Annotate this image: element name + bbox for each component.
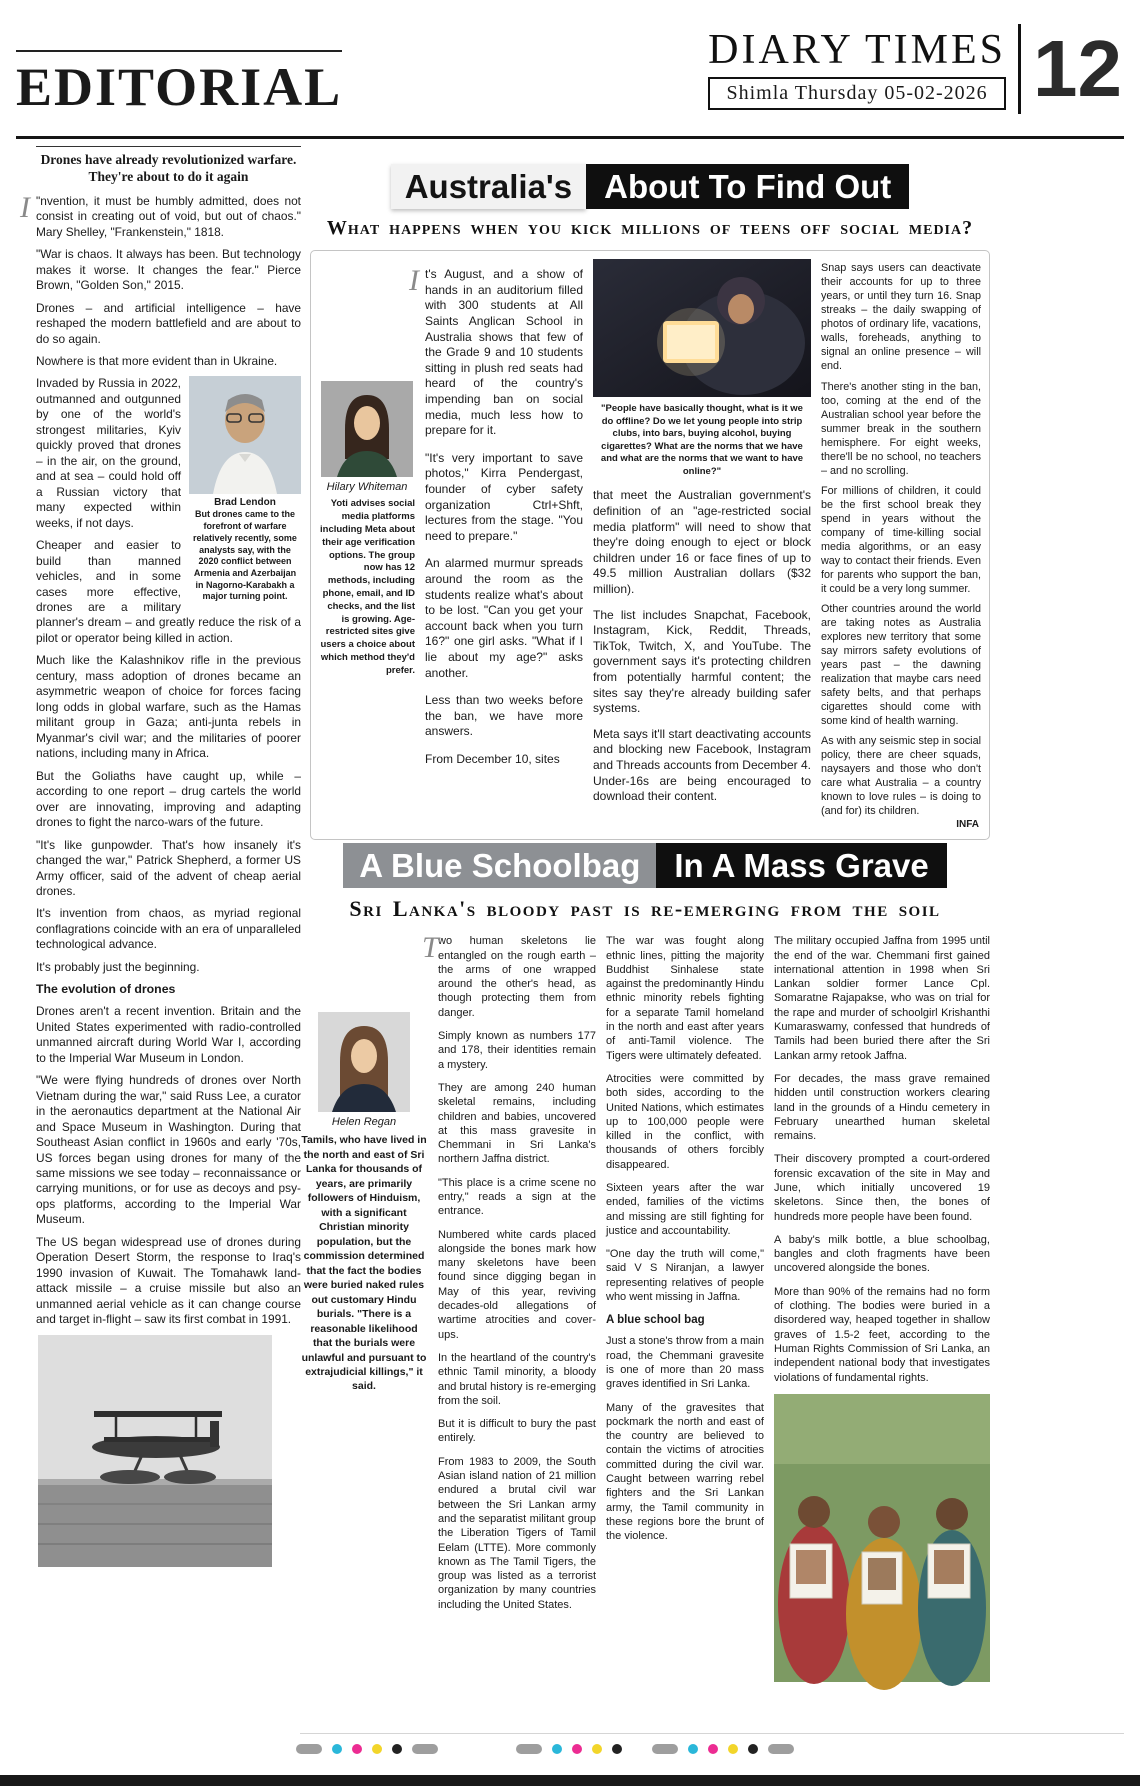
paragraph: The list includes Snapchat, Facebook, Instagram, Kick, Reddit, Threads, TikTok, Twitch, X, and YouTube. The government says it's protecting children from potentially harmful content; the sites say they're already building safer systems.: [593, 607, 811, 716]
registration-dot-magenta: [708, 1744, 718, 1754]
drop-cap: I: [409, 264, 419, 298]
paragraph: "It's like gunpowder. That's how insanely it's changed the war," Patrick Shepherd, a former US Army officer, said of the advent of cheap aerial drones.: [36, 837, 301, 898]
photo-caption: But drones came to the forefront of warfare relatively recently, some analysts say, with the 2020 conflict between Armenia and Azerbaijan in Nagorno-Karabakh a major turning point.: [193, 509, 297, 602]
srilanka-subheadline: Sri Lanka's bloody past is re-emerging from the soil: [349, 896, 941, 922]
headline-gray-part: A Blue Schoolbag: [343, 843, 656, 888]
drop-cap: I: [20, 190, 30, 224]
paragraph: "War is chaos. It always has been. But technology makes it worse. It changes the fear." Pierce Brown, "Golden Son," 2015.: [36, 247, 301, 293]
registration-dot-magenta: [572, 1744, 582, 1754]
registration-dot-black: [612, 1744, 622, 1754]
paragraph: T wo human skeletons lie entangled on the rough earth – the arms of one wrapped around the other's head, as though protecting them from danger.: [438, 934, 596, 1020]
author-caption: Tamils, who have lived in the north and east of Sri Lanka for thousands of years, are primarily followers of Hinduism, with a significant Christian minority population, but the commission determined that the fact the bodies were buried naked rules out customary Hindu burials. "There is a reasonable likelihood that the burials were unlawful and pursuant to extrajudicial killings," it said.: [301, 1134, 427, 1393]
paragraph: But the Goliaths have caught up, while – according to one report – drug cartels the world over are innovating, improving and adapting drones to fight the narco-wars of the future.: [36, 768, 301, 830]
photo-caption-block: [189, 496, 301, 603]
paragraph: The US began widespread use of drones during Operation Desert Storm, the response to Iraq's 1990 invasion of Kuwait. The Tomahawk land-attack missile – a cruise missile but also an unmanned aerial vehicle as it can change course and target in-flight – saw its first combat in 1991.: [36, 1234, 301, 1327]
paragraph: The military occupied Jaffna from 1995 until the end of the war. Chemmani first gained international attention in 1998 when Sri Lankan soldier former Lance Cpl. Somaratne Rajapakse, who was on trial for the rape and murder of schoolgirl Krishanthi Kumaraswamy, confessed that hundreds of Tamils had been buried there after the Sri Lankan army retook Jaffna.: [774, 935, 990, 1062]
paragraph: Much like the Kalashnikov rifle in the previous century, mass adoption of drones became an asymmetric weapon of choice for forces facing long odds in global warfare, such as the Hamas militant group in Gaza; anti-junta rebels in Myanmar's civil war; and the militaries of poorer nations, including many in Africa.: [36, 653, 301, 761]
registration-dot-yellow: [372, 1744, 382, 1754]
page-bottom-bar: [0, 1775, 1140, 1786]
paragraph: Nowhere is that more evident than in Ukraine.: [36, 353, 278, 368]
text-column-3: [821, 259, 981, 831]
paragraph: "It's very important to save photos," Kirra Pendergast, founder of cyber safety organization Ctrl+Shft, lectures from the stage. "You need to prepare.": [425, 450, 583, 543]
paragraph: Simply known as numbers 177 and 178, their identities remain a mystery.: [438, 1030, 596, 1071]
paragraph: "One day the truth will come," said V S Niranjan, a lawyer representing relatives of people who went missing in Jaffna.: [606, 1248, 764, 1304]
registration-dot-cyan: [552, 1744, 562, 1754]
blue-school-bag-subhead: A blue school bag: [606, 1314, 705, 1327]
protest-photo: [774, 1394, 990, 1682]
masthead-divider: [1018, 24, 1021, 114]
paragraph: Cheaper and easier to build than manned vehicles, and in some cases more effective, drones are a military planner's dream – and greatly reduce the risk of a pilot or operator being killed in action.: [36, 538, 301, 645]
paper-name: DIARY TIMES: [708, 26, 1007, 73]
paragraph: Less than two weeks before the ban, we have more answers.: [425, 693, 583, 739]
helen-regan-photo: [318, 1012, 410, 1112]
photo-credit-name: Brad Lendon: [214, 497, 276, 509]
paragraph: From December 10, sites: [425, 751, 560, 766]
paragraph: A baby's milk bottle, a blue schoolbag, bangles and cloth fragments have been uncovered alongside the bones.: [774, 1233, 990, 1275]
paragraph: From 1983 to 2009, the South Asian island nation of 21 million endured a brutal civil war between the Sri Lankan army and the separatist militant group the Liberation Tigers of Tamil Eelam (LTTE). More commonly known as The Tamil Tigers, the group was listed as a terrorist organization by many countries including the United States.: [438, 1455, 596, 1611]
paragraph: In the heartland of the country's ethnic Tamil minority, a bloody and brutal history is re-emerging from the soil.: [438, 1351, 596, 1407]
seaplane-image: [38, 1335, 272, 1567]
masthead-right: [708, 24, 1122, 114]
paragraph: They are among 240 human skeletal remains, including children and babies, uncovered at this mass gravesite in Chemmani in Sri Lanka's northern Jaffna district.: [438, 1081, 596, 1166]
author-name: Hilary Whiteman: [326, 481, 408, 494]
author-caption: Yoti advises social media platforms including Meta about their age verification options. The group now has 12 methods, including phone, email, and ID checks, and the list is growing. Age-restricted sites give users a choice about which method they'd prefer.: [320, 498, 415, 676]
registration-oval: [296, 1744, 322, 1754]
paragraph: For millions of children, it could be the first school break they spend in years without the company of time-killing social media algorithms, or an easy way to contact their friends. Even for parents who support the ban, it could be a very long summer.: [821, 484, 981, 595]
text-column-3: [774, 934, 990, 1722]
paragraph: Snap says users can deactivate their accounts for up to three years, or until they turn 16. Snap streaks – the daily swapping of photos of ordinary life, vacations, walls, foreheads, anything to signal an online presence – will end.: [821, 262, 981, 373]
registration-dot-black: [748, 1744, 758, 1754]
paragraph: It's probably just the beginning.: [36, 959, 200, 974]
masthead-rule: [16, 136, 1124, 139]
agency-credit: INFA: [956, 819, 979, 831]
brad-lendon-photo: [189, 376, 301, 494]
seaplane-photo: [38, 1335, 272, 1567]
brad-lendon-figure: [189, 376, 301, 603]
paragraph: The war was fought along ethnic lines, pitting the majority Buddhist Sinhalese state against the predominantly Hindu ethnic minority rebels fighting for a separate Tamil homeland in the north and east after years of anti-Tamil violence. The Tigers were ultimately defeated.: [606, 935, 764, 1062]
paragraph: It's invention from chaos, as myriad regional conflagrations coincide with an era of unparalleled technological advance.: [36, 906, 301, 952]
protest-image: [774, 1394, 990, 1682]
hilary-whiteman-photo: [321, 381, 413, 477]
registration-marks: [296, 1744, 438, 1754]
headline-dark-part: About To Find Out: [586, 164, 909, 209]
author-name: Helen Regan: [331, 1116, 397, 1129]
drones-subhead: The evolution of drones: [36, 982, 176, 997]
text-column-1: [422, 931, 596, 1722]
portrait-placeholder: [321, 381, 413, 477]
headline-light-part: Australia's: [391, 164, 586, 209]
bottom-rule: [300, 1733, 1124, 1734]
paragraph: Sixteen years after the war ended, families of the victims and missing are still fighting for justice and accountability.: [606, 1182, 764, 1237]
dateline: Shimla Thursday 05-02-2026: [708, 77, 1006, 110]
paragraph: I t's August, and a show of hands in an auditorium filled with 300 students at All Saints Anglican School in Australia shows that few of the Grade 9 and 10 students sitting in plush red seats had heard of the country's impending ban on social media, much less how to prepare for it.: [425, 267, 583, 439]
paragraph: Numbered white cards placed alongside the bones mark how many skeletons have been found since digging began in May of this year, reviving decades-old allegations of wartime atrocities and cover-ups.: [438, 1228, 596, 1341]
paragraph: Many of the gravesites that pockmark the north and east of the country are believed to contain the victims of atrocities committed during the civil war. Caught between warring rebel fighters and the Sri Lankan army, the Tamil community in these regions bore the brunt of the violence.: [606, 1401, 764, 1543]
registration-marks: [652, 1744, 794, 1754]
paragraph: As with any seismic step in social policy, there are cheer squads, naysayers and those who don't care what Australia – a country known to love rules – is doing to (and for) its children.: [821, 735, 981, 818]
registration-oval: [768, 1744, 794, 1754]
australia-article-box: [310, 250, 990, 840]
paragraph: For decades, the mass grave remained hidden until construction workers clearing land in the grounds of a Hindu cemetery in February unearthed human skeletal remains.: [774, 1072, 990, 1143]
australia-subheadline: What happens when you kick millions of teens off social media?: [326, 217, 974, 240]
registration-dot-magenta: [352, 1744, 362, 1754]
paragraph: "We were flying hundreds of drones over North Vietnam during the war," said Russ Lee, a curator in the aeronautics department at the National Air and Space Museum in Washington. During that Southeast Asian conflict in 1960s and early '70s, US forces began using drones for many of the same missions we see today – reconnaissance or carrying munitions, or for use as decoys and psy-ops platforms, according to the Imperial War Museum.: [36, 1073, 301, 1227]
paragraph: "This place is a crime scene no entry," reads a sign at the entrance.: [438, 1176, 596, 1218]
section-title: EDITORIAL: [16, 50, 342, 114]
page-number: 12: [1033, 24, 1122, 113]
drones-article-title: Drones have already revolutionized warfare. They're about to do it again: [36, 146, 301, 186]
child-tablet-photo: [593, 259, 811, 397]
portrait-placeholder: [189, 376, 301, 494]
child-tablet-image: [593, 259, 811, 397]
author-column: [319, 259, 415, 831]
registration-marks: [516, 1744, 622, 1754]
text-column-1: [409, 259, 583, 831]
registration-dot-cyan: [332, 1744, 342, 1754]
srilanka-article: [300, 843, 990, 1722]
srilanka-headline: [300, 843, 990, 888]
portrait-placeholder: [318, 1012, 410, 1112]
paragraph: Atrocities were committed by both sides, according to the United Nations, which estimates up to 100,000 people were killed in the conflict, with thousands of others forcibly disappeared.: [606, 1072, 764, 1171]
drones-article: [20, 146, 301, 1578]
paragraph: Drones aren't a recent invention. Britain and the United States experimented with radio-controlled unmanned aircraft during World War I, according to the Imperial War Museum in London.: [36, 1004, 301, 1065]
paragraph: An alarmed murmur spreads around the room as the students realize what's about to be lost. "Can you get your account back when you turn 16?" one girl asks. "What if I lie about my age?" asks another.: [425, 556, 583, 680]
registration-oval: [516, 1744, 542, 1754]
registration-dot-yellow: [592, 1744, 602, 1754]
masthead: [16, 24, 1122, 117]
paragraph: that meet the Australian government's definition of an "age-restricted social media platform" will need to show that they're doing enough to eject or block children under 16 or face fines of up to 49.5 million Australian dollars ($32 million).: [593, 488, 811, 596]
paragraph: More than 90% of the remains had no form of clothing. The bodies were buried in a disordered way, heaped together in shallow graves of 1.5-2 feet, according to the Human Rights Commission of Sri Lanka, an independent national body that investigates violations of fundamental rights.: [774, 1285, 990, 1384]
text-column-2: [606, 934, 764, 1722]
srilanka-article-body: [300, 931, 990, 1722]
registration-dot-cyan: [688, 1744, 698, 1754]
registration-oval: [412, 1744, 438, 1754]
paragraph: I "nvention, it must be humbly admitted, does not consist in creating out of void, but out of chaos." Mary Shelley, "Frankenstein," 1818.: [36, 194, 301, 240]
author-column: [300, 934, 428, 1722]
paragraph: Drones – and artificial intelligence – have reshaped the modern battlefield and are about to do so again.: [36, 300, 301, 346]
australia-article: [310, 164, 990, 840]
headline-dark-part: In A Mass Grave: [656, 843, 946, 888]
paragraph: Their discovery prompted a court-ordered forensic excavation of the site in May and June, which initially uncovered 19 skeletons. Since then, the bones of hundreds more people have been found.: [774, 1153, 990, 1223]
paragraph: There's another sting in the ban, too, coming at the end of the Australian school year before the summer break in the southern hemisphere. For eight weeks, there'll be no school, no teachers – and no scrolling.: [821, 380, 981, 477]
image-caption: "People have basically thought, what is it we do offline? Do we let young people into strip clubs, into bars, buying alcohol, buying cigarettes? What are the norms that we have and what are the norms that we want to have online?": [600, 403, 804, 477]
paragraph: But it is difficult to bury the past entirely.: [438, 1418, 596, 1445]
text-column-2: [593, 259, 811, 831]
paragraph: Meta says it'll start deactivating accounts and blocking new Facebook, Instagram and Threads accounts from December 4. Under-16s are being encouraged to download their content.: [593, 726, 811, 804]
paper-name-block: [708, 26, 1007, 110]
drop-cap: T: [422, 931, 439, 965]
paragraph: Invaded by Russia in 2022, outmanned and outgunned by one of the world's strongest militaries, Kyiv quickly proved that drones – in the air, on the ground, and at sea – could hold off a Russian victory that many expected within weeks, if not days.: [36, 376, 181, 530]
paragraph: Just a stone's throw from a main road, the Chemmani gravesite is one of more than 20 mass graves identified in Sri Lanka.: [606, 1335, 764, 1391]
registration-dot-black: [392, 1744, 402, 1754]
australia-headline: [310, 164, 990, 209]
paragraph: Other countries around the world are taking notes as Australia explores new territory that some say mirrors safety evolutions of years past – the dawning realization that maybe cars need safety belts, and that perhaps cigarettes should come with some kind of health warning.: [821, 602, 981, 728]
registration-oval: [652, 1744, 678, 1754]
registration-dot-yellow: [728, 1744, 738, 1754]
